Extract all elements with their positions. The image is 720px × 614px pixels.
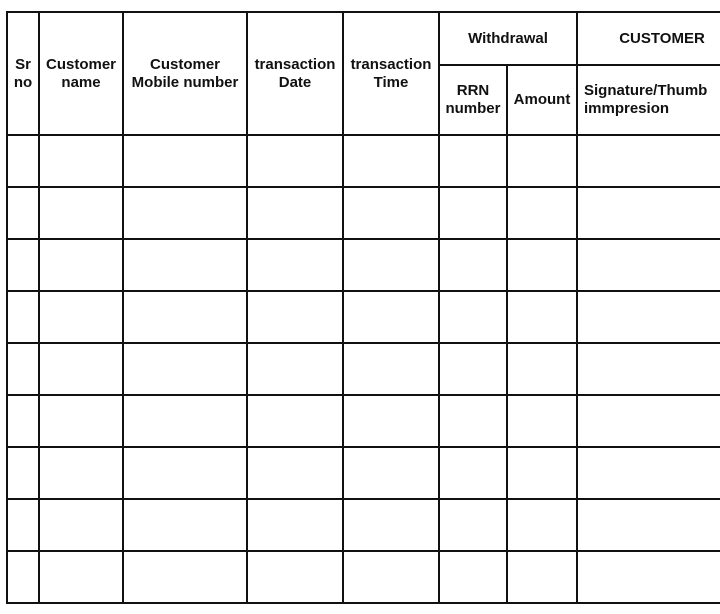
table-row xyxy=(7,343,720,395)
table-cell[interactable] xyxy=(247,187,343,239)
table-cell[interactable] xyxy=(39,239,123,291)
table-row xyxy=(7,395,720,447)
table-cell[interactable] xyxy=(7,551,39,603)
table-cell[interactable] xyxy=(123,291,247,343)
header-transaction-time-label: transaction Time xyxy=(350,55,432,91)
header-row-groups xyxy=(7,12,720,65)
table-row xyxy=(7,239,720,291)
table-cell[interactable] xyxy=(439,187,507,239)
header-customer-mobile xyxy=(123,12,247,135)
table-cell[interactable] xyxy=(439,551,507,603)
table-cell[interactable] xyxy=(439,499,507,551)
table-cell[interactable] xyxy=(577,135,720,187)
table-cell[interactable] xyxy=(577,239,720,291)
header-rrn-number-label: RRN number xyxy=(445,82,501,117)
table-cell[interactable] xyxy=(343,551,439,603)
table-cell[interactable] xyxy=(439,239,507,291)
table-cell[interactable] xyxy=(7,499,39,551)
table-cell[interactable] xyxy=(247,343,343,395)
table-cell[interactable] xyxy=(343,135,439,187)
table-cell[interactable] xyxy=(123,447,247,499)
table-cell[interactable] xyxy=(439,135,507,187)
table-cell[interactable] xyxy=(247,135,343,187)
header-sr-no-label: Sr no xyxy=(13,55,33,91)
table-cell[interactable] xyxy=(7,239,39,291)
table-row xyxy=(7,499,720,551)
table-cell[interactable] xyxy=(343,343,439,395)
table-cell[interactable] xyxy=(507,239,577,291)
table-cell[interactable] xyxy=(247,551,343,603)
table-cell[interactable] xyxy=(507,395,577,447)
table-cell[interactable] xyxy=(343,239,439,291)
table-cell[interactable] xyxy=(577,343,720,395)
table-cell[interactable] xyxy=(507,135,577,187)
table-row xyxy=(7,291,720,343)
table-cell[interactable] xyxy=(39,135,123,187)
table-cell[interactable] xyxy=(507,187,577,239)
header-transaction-time xyxy=(343,12,439,135)
table-cell[interactable] xyxy=(343,187,439,239)
table-cell[interactable] xyxy=(577,395,720,447)
table-cell[interactable] xyxy=(123,135,247,187)
table-cell[interactable] xyxy=(577,291,720,343)
table-cell[interactable] xyxy=(577,447,720,499)
table-cell[interactable] xyxy=(247,499,343,551)
table-cell[interactable] xyxy=(343,499,439,551)
table-cell[interactable] xyxy=(123,499,247,551)
table-cell[interactable] xyxy=(507,447,577,499)
table-cell[interactable] xyxy=(439,291,507,343)
header-amount: Amount xyxy=(507,65,577,135)
table-cell[interactable] xyxy=(247,395,343,447)
table-cell[interactable] xyxy=(507,291,577,343)
table-cell[interactable] xyxy=(343,291,439,343)
header-signature xyxy=(577,65,720,135)
table-row xyxy=(7,447,720,499)
table-cell[interactable] xyxy=(507,499,577,551)
header-transaction-date-label: transaction Date xyxy=(254,55,336,91)
table-row xyxy=(7,551,720,603)
header-customer-name-label: Customer name xyxy=(45,55,116,91)
header-customer-name xyxy=(39,12,123,135)
table-cell[interactable] xyxy=(39,499,123,551)
table-cell[interactable] xyxy=(7,135,39,187)
table-cell[interactable] xyxy=(123,239,247,291)
header-rrn-number xyxy=(439,65,507,135)
table-cell[interactable] xyxy=(7,187,39,239)
table-cell[interactable] xyxy=(7,343,39,395)
table-cell[interactable] xyxy=(7,395,39,447)
table-cell[interactable] xyxy=(7,291,39,343)
table-cell[interactable] xyxy=(247,291,343,343)
header-customer-mobile-label: Customer Mobile number xyxy=(131,55,239,91)
table-row xyxy=(7,187,720,239)
table-cell[interactable] xyxy=(39,551,123,603)
table-cell[interactable] xyxy=(247,239,343,291)
table-row xyxy=(7,135,720,187)
table-cell[interactable] xyxy=(123,343,247,395)
table-cell[interactable] xyxy=(343,447,439,499)
header-withdrawal-group: Withdrawal xyxy=(439,12,577,65)
transaction-register-table xyxy=(6,11,720,604)
table-cell[interactable] xyxy=(577,499,720,551)
header-signature-label: Signature/Thumb immpresion xyxy=(584,82,708,117)
table-cell[interactable] xyxy=(39,187,123,239)
header-sr-no xyxy=(7,12,39,135)
table-cell[interactable] xyxy=(343,395,439,447)
table-cell[interactable] xyxy=(439,343,507,395)
table-body xyxy=(7,135,720,603)
table-cell[interactable] xyxy=(123,187,247,239)
table-cell[interactable] xyxy=(247,447,343,499)
table-cell[interactable] xyxy=(39,447,123,499)
header-customer-group: CUSTOMER xyxy=(577,12,720,65)
table-cell[interactable] xyxy=(7,447,39,499)
table-cell[interactable] xyxy=(39,395,123,447)
table-cell[interactable] xyxy=(507,551,577,603)
table-cell[interactable] xyxy=(577,551,720,603)
header-transaction-date xyxy=(247,12,343,135)
table-cell[interactable] xyxy=(39,343,123,395)
table-cell[interactable] xyxy=(507,343,577,395)
table-cell[interactable] xyxy=(39,291,123,343)
table-cell[interactable] xyxy=(439,395,507,447)
table-cell[interactable] xyxy=(439,447,507,499)
table-cell[interactable] xyxy=(123,551,247,603)
table-cell[interactable] xyxy=(123,395,247,447)
table-cell[interactable] xyxy=(577,187,720,239)
